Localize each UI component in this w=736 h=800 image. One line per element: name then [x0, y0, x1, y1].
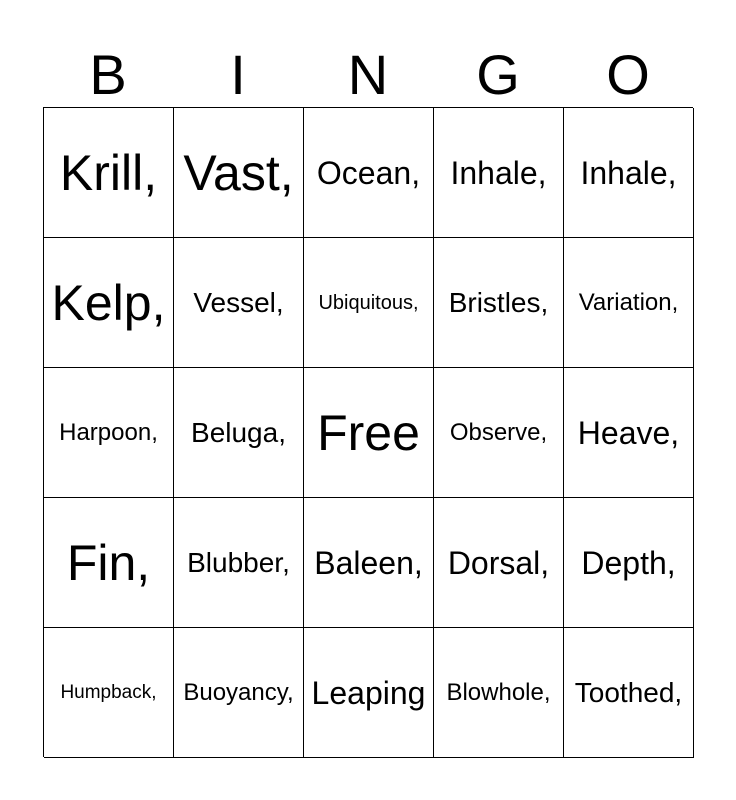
bingo-cell: Dorsal,: [434, 498, 564, 628]
bingo-cell: Ocean,: [304, 108, 434, 238]
header-letter-n: N: [347, 43, 389, 106]
bingo-cell: Observe,: [434, 368, 564, 498]
bingo-cell: Heave,: [564, 368, 694, 498]
bingo-cell: Blowhole,: [434, 628, 564, 758]
bingo-header: [43, 44, 693, 106]
bingo-cell: Blubber,: [174, 498, 304, 628]
header-letter-b: B: [89, 43, 127, 106]
header-letter-i: I: [230, 43, 246, 106]
bingo-cell: Toothed,: [564, 628, 694, 758]
bingo-cell: Humpback,: [44, 628, 174, 758]
bingo-cell: Leaping: [304, 628, 434, 758]
bingo-cell: Vessel,: [174, 238, 304, 368]
bingo-cell-free-space: Free: [304, 368, 434, 498]
bingo-cell: Ubiquitous,: [304, 238, 434, 368]
bingo-cell: Inhale,: [564, 108, 694, 238]
bingo-cell: Bristles,: [434, 238, 564, 368]
bingo-cell: Depth,: [564, 498, 694, 628]
bingo-cell: Fin,: [44, 498, 174, 628]
bingo-cell: Inhale,: [434, 108, 564, 238]
header-letter-g: G: [476, 43, 520, 106]
bingo-cell: Baleen,: [304, 498, 434, 628]
bingo-cell: Variation,: [564, 238, 694, 368]
bingo-cell: Kelp,: [44, 238, 174, 368]
bingo-cell: Krill,: [44, 108, 174, 238]
bingo-card-grid: [43, 107, 693, 757]
bingo-cell: Vast,: [174, 108, 304, 238]
bingo-cell: Harpoon,: [44, 368, 174, 498]
bingo-cell: Buoyancy,: [174, 628, 304, 758]
bingo-cell: Beluga,: [174, 368, 304, 498]
header-letter-o: O: [606, 43, 650, 106]
